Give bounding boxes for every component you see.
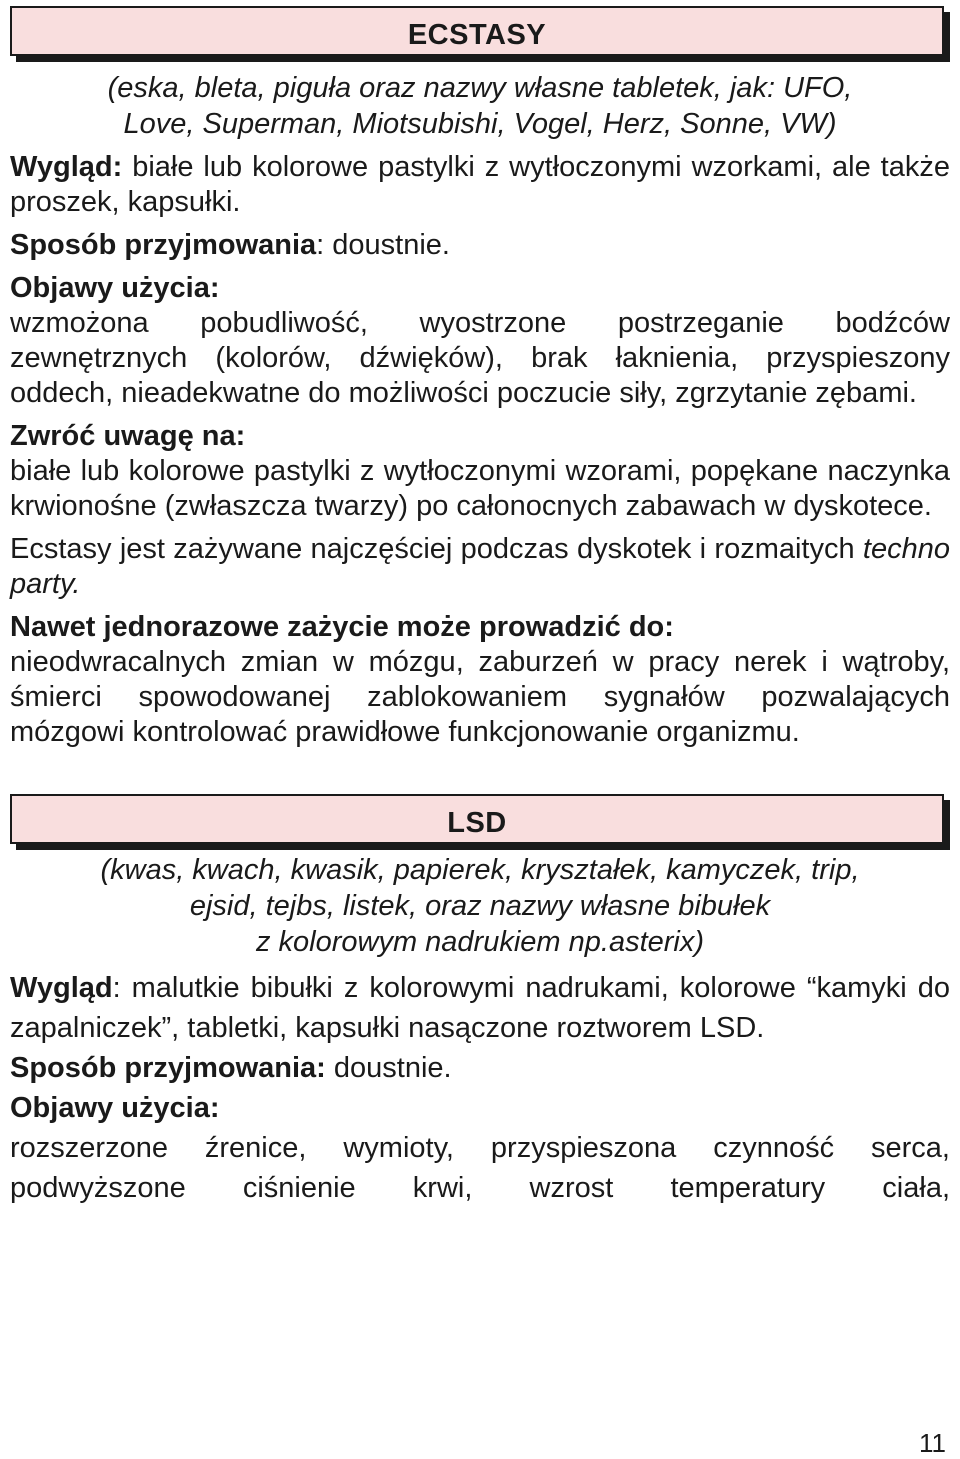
ecstasy-intake-label: Sposób przyjmowania — [10, 229, 317, 261]
ecstasy-header-box — [10, 6, 944, 56]
ecstasy-aka-line1: (eska, bleta, piguła oraz nazwy własne tabletek, jak: — [107, 72, 784, 104]
lsd-appearance — [10, 968, 950, 1048]
lsd-aka-line3: z kolorowym nadrukiem np.asterix) — [255, 926, 705, 958]
ecstasy-appearance-label: Wygląd: — [10, 151, 123, 183]
lsd-street-names — [10, 852, 950, 960]
ecstasy-aka-line2: Love, Superman, Miotsubishi, Vogel, Herz, Sonne, VW) — [123, 108, 837, 140]
ecstasy-attention-label: Zwróć uwagę na: — [10, 420, 246, 452]
lsd-aka-line2: ejsid, tejbs, listek, oraz nazwy własne bibułek — [189, 890, 771, 922]
lsd-section — [10, 794, 950, 1208]
ecstasy-usage-text: Ecstasy jest zażywane najczęściej podczas dyskotek i rozmaitych — [10, 533, 863, 565]
lsd-intake-text: doustnie. — [325, 1052, 452, 1084]
lsd-intake-label: Sposób przyjmowania: — [10, 1052, 326, 1084]
ecstasy-intake-text: : doustnie. — [316, 229, 450, 261]
lsd-intake — [10, 1048, 950, 1088]
ecstasy-attention-text: białe lub kolorowe pastylki z wytłoczonymi wzorami, popękane naczynka krwionośne (zwłaszcza twarzy) po całonocnych zabawach w dyskotece. — [10, 455, 950, 522]
page-number: 11 — [919, 1428, 946, 1458]
ecstasy-title: ECSTASY — [407, 19, 547, 51]
lsd-appearance-text: : malutkie bibułki z kolorowymi nadrukami, kolorowe “kamyki do zapalniczek”, tabletki, kapsułki nasączone roztworem LSD. — [10, 972, 950, 1044]
ecstasy-danger-label: Nawet jednorazowe zażycie może prowadzić do: — [10, 611, 674, 643]
ecstasy-symptoms-text: wzmożona pobudliwość, wyostrzone postrzeganie bodźców zewnętrznych (kolorów, dźwięków), brak łaknienia, przyspieszony oddech, nieadekwatne do możliwości poczucie siły, zgrzytanie zębami. — [10, 307, 950, 409]
lsd-symptoms-label: Objawy użycia: — [10, 1092, 220, 1124]
ecstasy-danger-text: nieodwracalnych zmian w mózgu, zaburzeń w pracy nerek i wątroby, śmierci spowodowanej zablokowaniem sygnałów pozwalających mózgowi kontrolować prawidłowe funkcjonowanie organizmu. — [10, 646, 950, 748]
ecstasy-appearance-text: białe lub kolorowe pastylki z wytłoczonymi wzorkami, ale także proszek, kapsułki. — [10, 151, 950, 218]
lsd-header-box — [10, 794, 944, 844]
ecstasy-usage — [10, 532, 950, 602]
lsd-title: LSD — [447, 807, 507, 839]
ecstasy-section — [10, 6, 950, 750]
lsd-symptoms-text: rozszerzone źrenice, wymioty, przyspieszona czynność serca, podwyższone ciśnienie krwi, wzrost temperatury ciała, — [10, 1132, 950, 1204]
ecstasy-usage-italic: techno party. — [10, 533, 950, 600]
ecstasy-symptoms-label: Objawy użycia: — [10, 272, 220, 304]
page-content — [10, 6, 950, 1208]
ecstasy-aka-line1-end: UFO, — [783, 72, 853, 104]
ecstasy-appearance — [10, 150, 950, 220]
ecstasy-street-names — [10, 70, 950, 142]
lsd-appearance-label: Wygląd — [10, 972, 113, 1004]
lsd-aka-line1: (kwas, kwach, kwasik, papierek, kryształek, kamyczek, trip, — [100, 854, 860, 886]
ecstasy-intake — [10, 228, 950, 263]
